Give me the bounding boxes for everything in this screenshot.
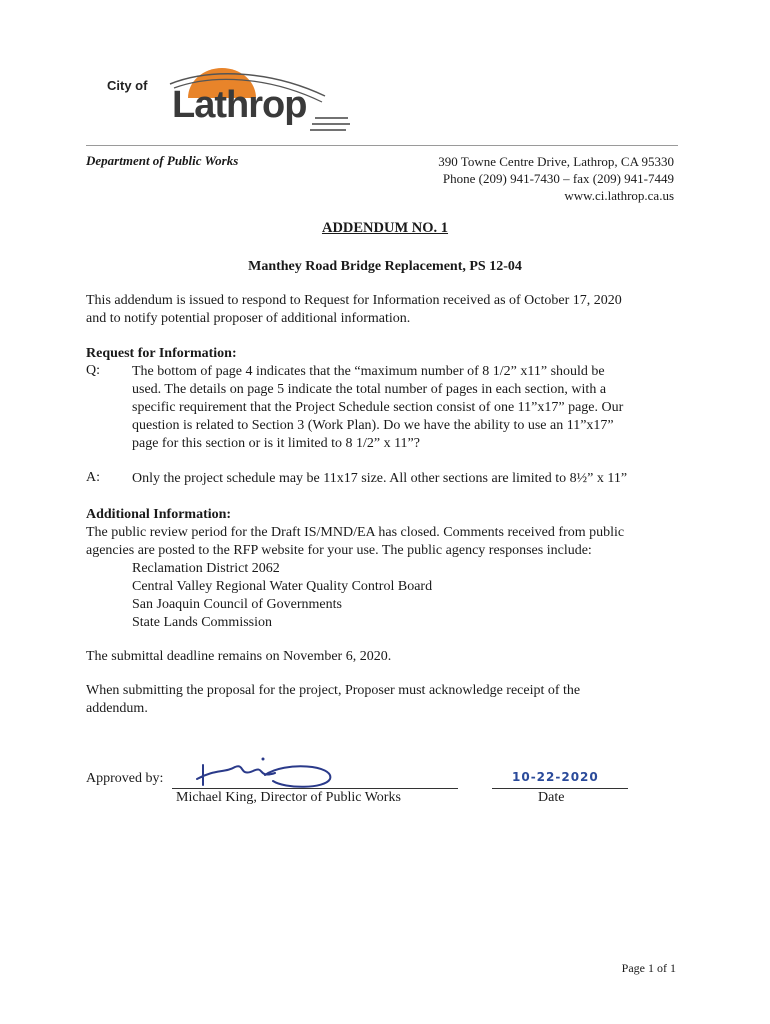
question-line: The bottom of page 4 indicates that the “maximum number of 8 1/2” x11” should be (132, 364, 605, 379)
answer-text: Only the project schedule may be 11x17 size. All other sections are limited to 8½” x 11” (132, 471, 628, 486)
signer-name: Michael King, Director of Public Works (176, 790, 401, 805)
acknowledge-line: addendum. (86, 701, 148, 716)
agency-item: Central Valley Regional Water Quality Control Board (132, 579, 433, 594)
document-title: ADDENDUM NO. 1 (321, 220, 449, 236)
question-line: specific requirement that the Project Schedule section consist of one 11”x17” page. Our (132, 400, 624, 415)
additional-line: The public review period for the Draft IS/MND/EA has closed. Comments received from public (86, 525, 625, 540)
city-wordmark: Lathrop (172, 84, 307, 126)
signature-line (172, 788, 458, 789)
question-label: Q: (86, 363, 100, 378)
address-street: 390 Towne Centre Drive, Lathrop, CA 95330 (438, 154, 674, 169)
date-label: Date (538, 790, 565, 805)
additional-line: agencies are posted to the RFP website for your use. The public agency responses include: (86, 543, 592, 558)
question-line: question is related to Section 3 (Work Plan). Do we have the ability to use an 11”x17” (132, 418, 614, 433)
question-text (132, 363, 692, 453)
department-name: Department of Public Works (86, 153, 239, 168)
city-of-label: City of (107, 78, 148, 93)
intro-line: This addendum is issued to respond to Request for Information received as of October 17, 2020 (86, 293, 622, 308)
intro-line: and to notify potential proposer of additional information. (86, 311, 411, 326)
answer-label: A: (86, 470, 100, 485)
agency-item: San Joaquin Council of Governments (132, 597, 342, 612)
document-subtitle: Manthey Road Bridge Replacement, PS 12-04 (248, 259, 522, 274)
deadline-text: The submittal deadline remains on November 6, 2020. (86, 649, 392, 664)
date-line (492, 788, 628, 789)
rfi-heading: Request for Information: (86, 346, 237, 361)
header-divider (86, 145, 678, 146)
handwritten-date: 10-22-2020 (512, 770, 599, 784)
question-line: used. The details on page 5 indicate the total number of pages in each section, with a (132, 382, 607, 397)
approved-by-label: Approved by: (86, 771, 164, 786)
acknowledge-line: When submitting the proposal for the project, Proposer must acknowledge receipt of the (86, 683, 581, 698)
additional-info-heading: Additional Information: (86, 507, 232, 522)
address-website: www.ci.lathrop.ca.us (564, 188, 674, 203)
page-number: Page 1 of 1 (621, 961, 676, 975)
agency-item: Reclamation District 2062 (132, 561, 280, 576)
intro-paragraph (86, 292, 686, 328)
agency-item: State Lands Commission (132, 615, 272, 630)
acknowledge-paragraph (86, 682, 686, 718)
address-block (438, 153, 674, 204)
agency-list (86, 560, 686, 632)
question-line: page for this section or is it limited to 8 1/2” x 11”? (132, 436, 420, 451)
additional-info-paragraph (86, 524, 686, 632)
address-phone: Phone (209) 941-7430 – fax (209) 941-7449 (442, 171, 674, 186)
handwritten-signature (195, 755, 345, 795)
